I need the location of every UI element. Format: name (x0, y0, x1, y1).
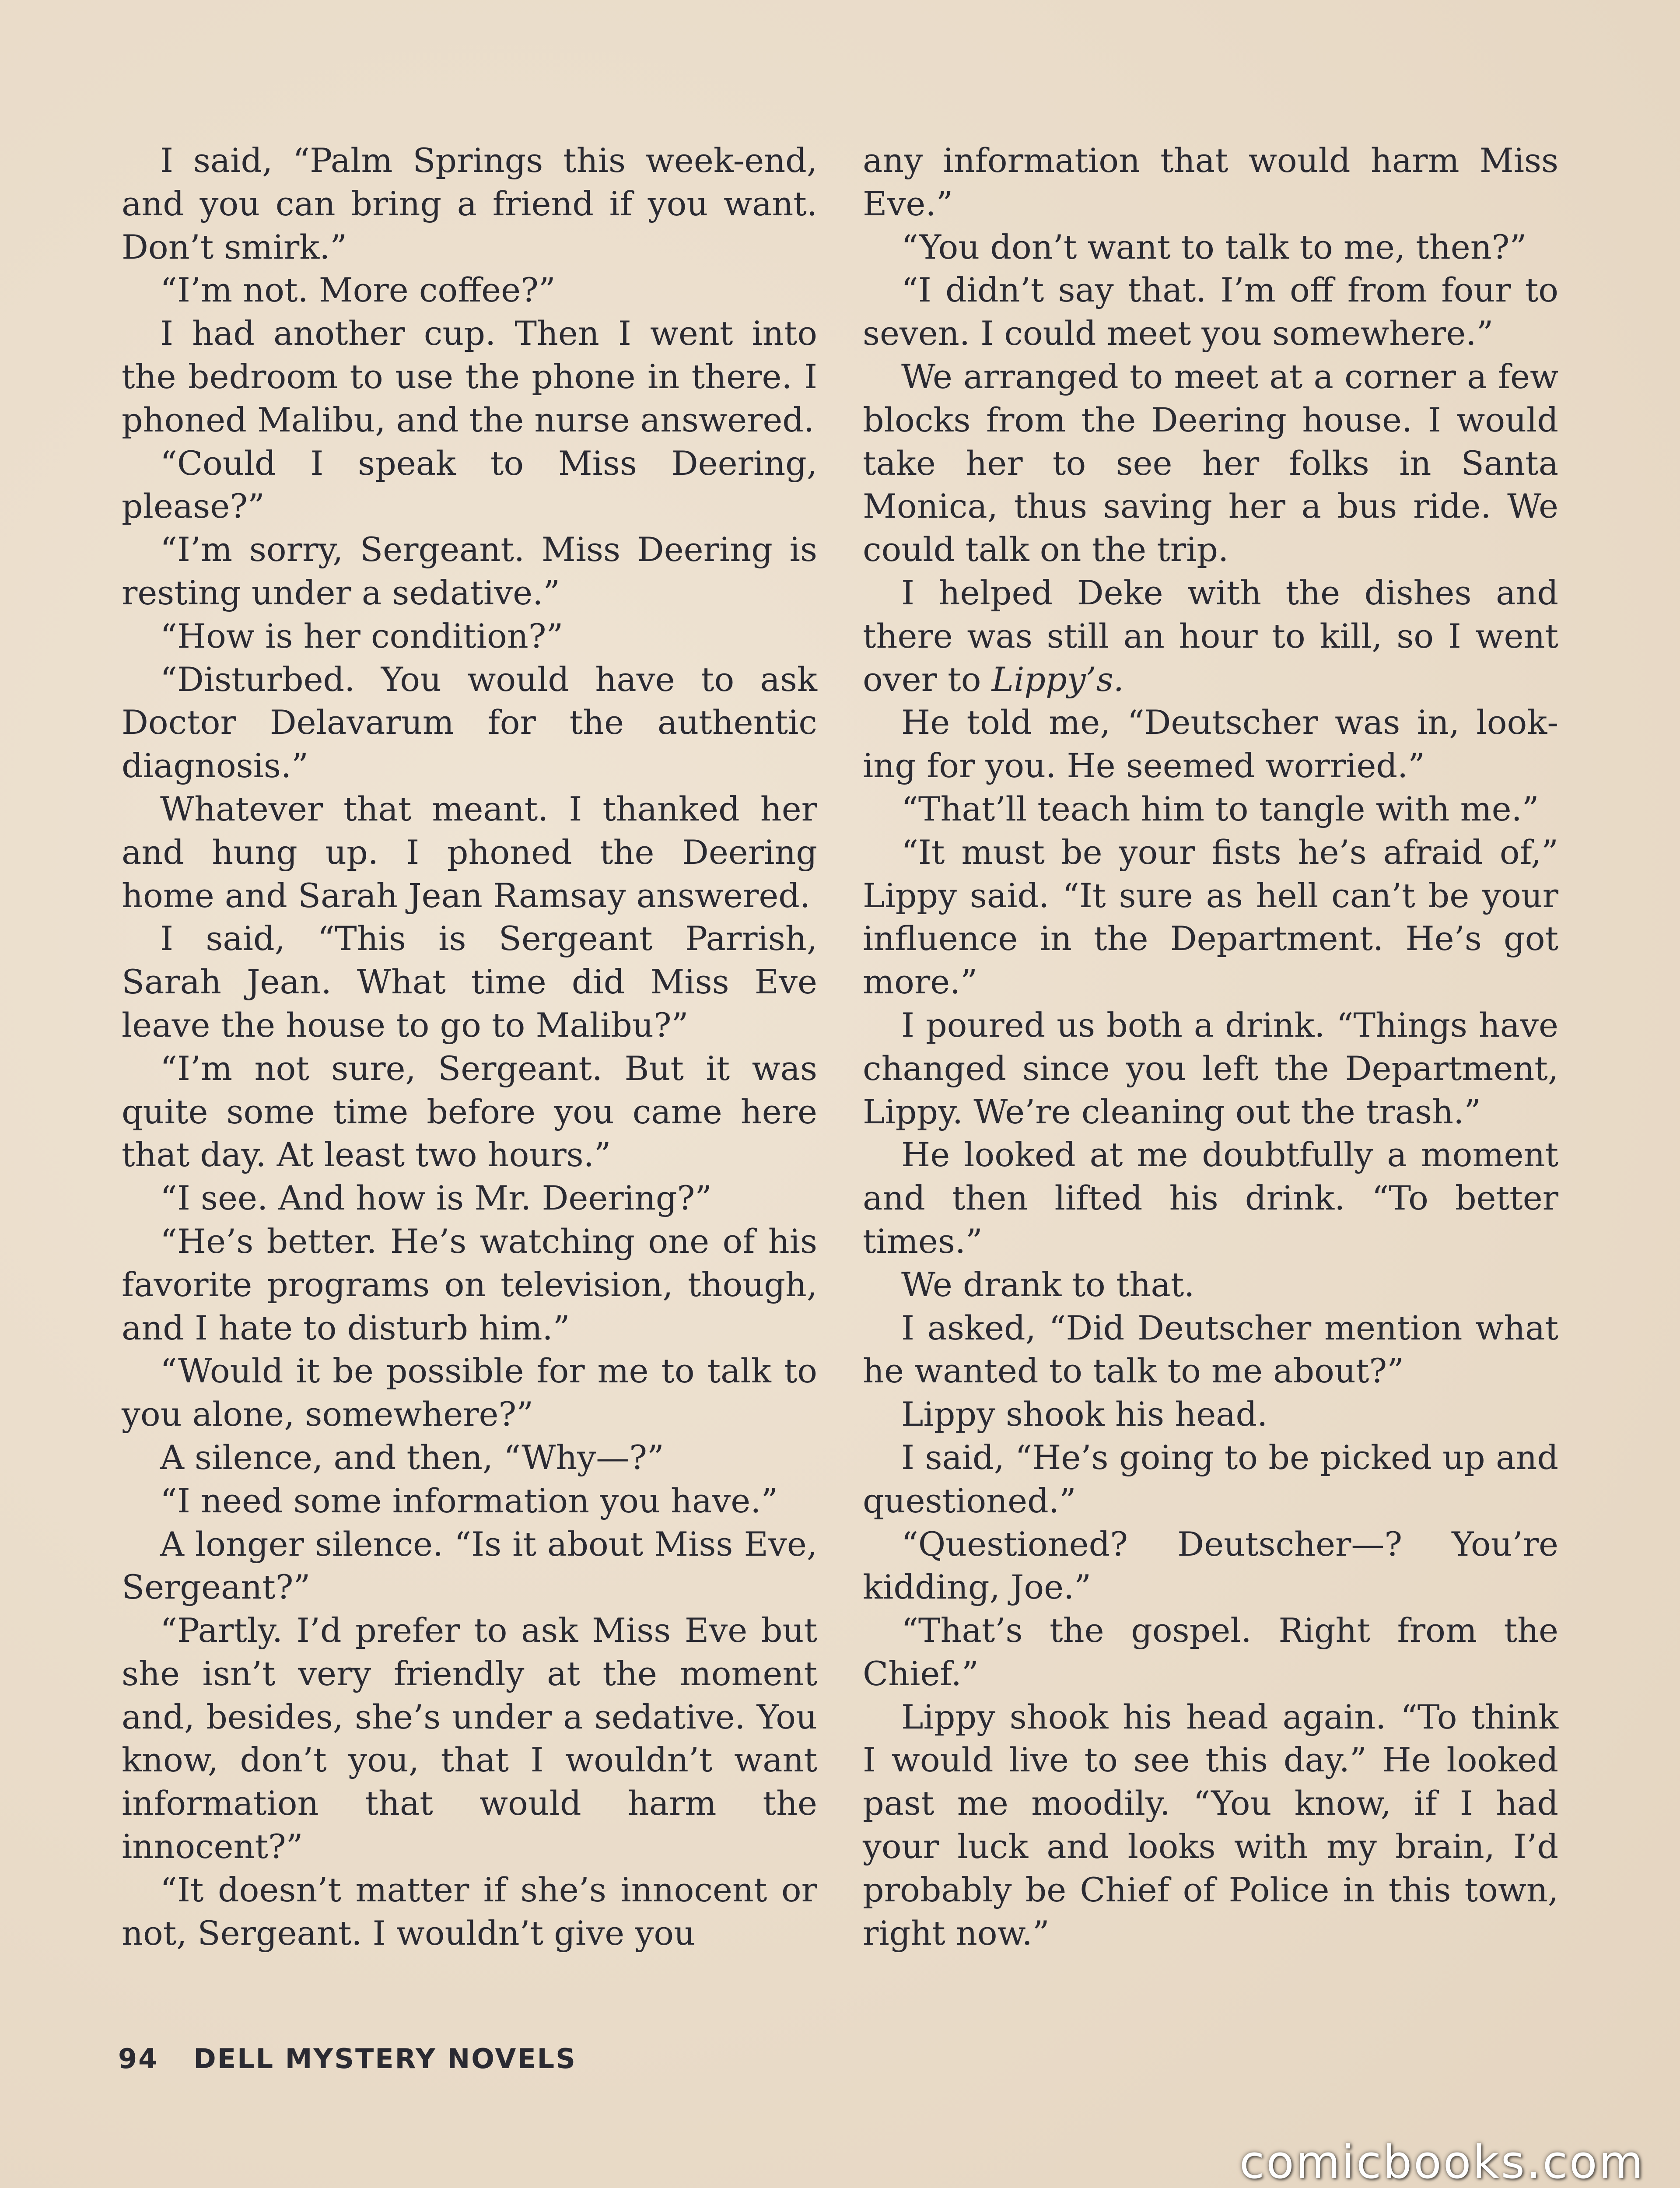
paragraph (863, 572, 1558, 701)
paragraph: “Could I speak to Miss Deering, please?” (122, 443, 817, 526)
paragraph: Lippy shook his head again. “To think I would live to see this day.” He looked past me moodily. “You know, if I had your luck and looks with my brain, I’d probably be Chief of Police in this town, right now.” (863, 1697, 1558, 1953)
paragraph: “That’ll teach him to tangle with me.” (901, 789, 1539, 828)
paragraph: “Partly. I’d prefer to ask Miss Eve but she isn’t very friendly at the moment and, besides, she’s under a sedative. You know, don’t you, that I wouldn’t want information that would harm the innocent?” (122, 1611, 817, 1866)
paragraph: I said, “He’s going to be picked up and questioned.” (863, 1438, 1558, 1520)
paragraph: “I didn’t say that. I’m off from four to seven. I could meet you somewhere.” (863, 270, 1558, 353)
paragraph: I poured us both a drink. “Things have changed since you left the Department, Lippy. We’re cleaning out the trash.” (863, 1005, 1558, 1131)
paragraph: “Questioned? Deutscher—? You’re kidding, Joe.” (863, 1524, 1558, 1607)
site-watermark: comicbooks.com (1239, 2135, 1645, 2188)
paragraph-continuation: any information that would harm Miss Eve.” (863, 141, 1558, 223)
paragraph: “I’m not sure, Sergeant. But it was quite some time before you came here that day. At least two hours.” (122, 1048, 817, 1175)
paragraph: I asked, “Did Deutscher mention what he wanted to talk to me about?” (863, 1308, 1558, 1391)
page-number: 94 (118, 2043, 159, 2075)
paragraph: “I need some information you have.” (160, 1481, 778, 1520)
paragraph: “He’s better. He’s watching one of his favorite programs on television, though, and I hate to disturb him.” (122, 1221, 817, 1347)
paragraph: I said, “This is Sergeant Parrish, Sarah Jean. What time did Miss Eve leave the house to go to Malibu?” (122, 919, 817, 1045)
paragraph: “That’s the gospel. Right from the Chief.” (863, 1611, 1558, 1693)
paragraph-text: I helped Deke with the dishes and there was still an hour to kill, so I went over to (863, 573, 1558, 699)
paragraph: A silence, and then, “Why—?” (160, 1438, 664, 1477)
paragraph: “I’m sorry, Sergeant. Miss Deering is resting under a sedative.” (122, 530, 817, 612)
paragraph: We arranged to meet at a corner a few blocks from the Deering house. I would take her to see her folks in Santa Monica, thus saving her a bus ride. We could talk on the trip. (863, 357, 1558, 569)
paragraph: He looked at me doubtfully a moment and then lifted his drink. “To better times.” (863, 1135, 1558, 1261)
right-text-column (863, 139, 1558, 1955)
italic-place-name: Lippy’s. (991, 659, 1124, 699)
paragraph: We drank to that. (901, 1265, 1195, 1304)
paragraph: “It doesn’t matter if she’s innocent or not, Sergeant. I wouldn’t give you (122, 1870, 817, 1953)
page-footer (118, 2043, 577, 2075)
paragraph: “I’m not. More coffee?” (160, 270, 556, 310)
paragraph: I said, “Palm Springs this week-end, and you can bring a friend if you want. Don’t smirk.” (122, 141, 817, 266)
publication-name: DELL MYSTERY NOVELS (193, 2043, 577, 2075)
paragraph: I had another cup. Then I went into the bedroom to use the phone in there. I phoned Malibu, and the nurse answered. (122, 314, 817, 439)
paragraph: He told me, “Deutscher was in, looking for you. He seemed worried.” (863, 703, 1558, 785)
left-text-column (122, 139, 817, 1955)
paragraph: “I see. And how is Mr. Deering?” (160, 1178, 712, 1218)
paragraph: “How is her condition?” (160, 616, 564, 656)
paragraph: “Disturbed. You would have to ask Doctor Delavarum for the authentic diagnosis.” (122, 659, 817, 785)
paragraph: “You don’t want to talk to me, then?” (901, 227, 1527, 266)
paragraph: A longer silence. “Is it about Miss Eve, Sergeant?” (122, 1524, 817, 1607)
paragraph: Lippy shook his head. (901, 1395, 1268, 1434)
paragraph: “It must be your fists he’s afraid of,” Lippy said. “It sure as hell can’t be your influence in the Department. He’s got more.” (863, 832, 1558, 1002)
paragraph: Whatever that meant. I thanked her and hung up. I phoned the Deering home and Sarah Jean Ramsay answered. (122, 789, 817, 915)
paragraph: “Would it be possible for me to talk to you alone, somewhere?” (122, 1351, 817, 1434)
